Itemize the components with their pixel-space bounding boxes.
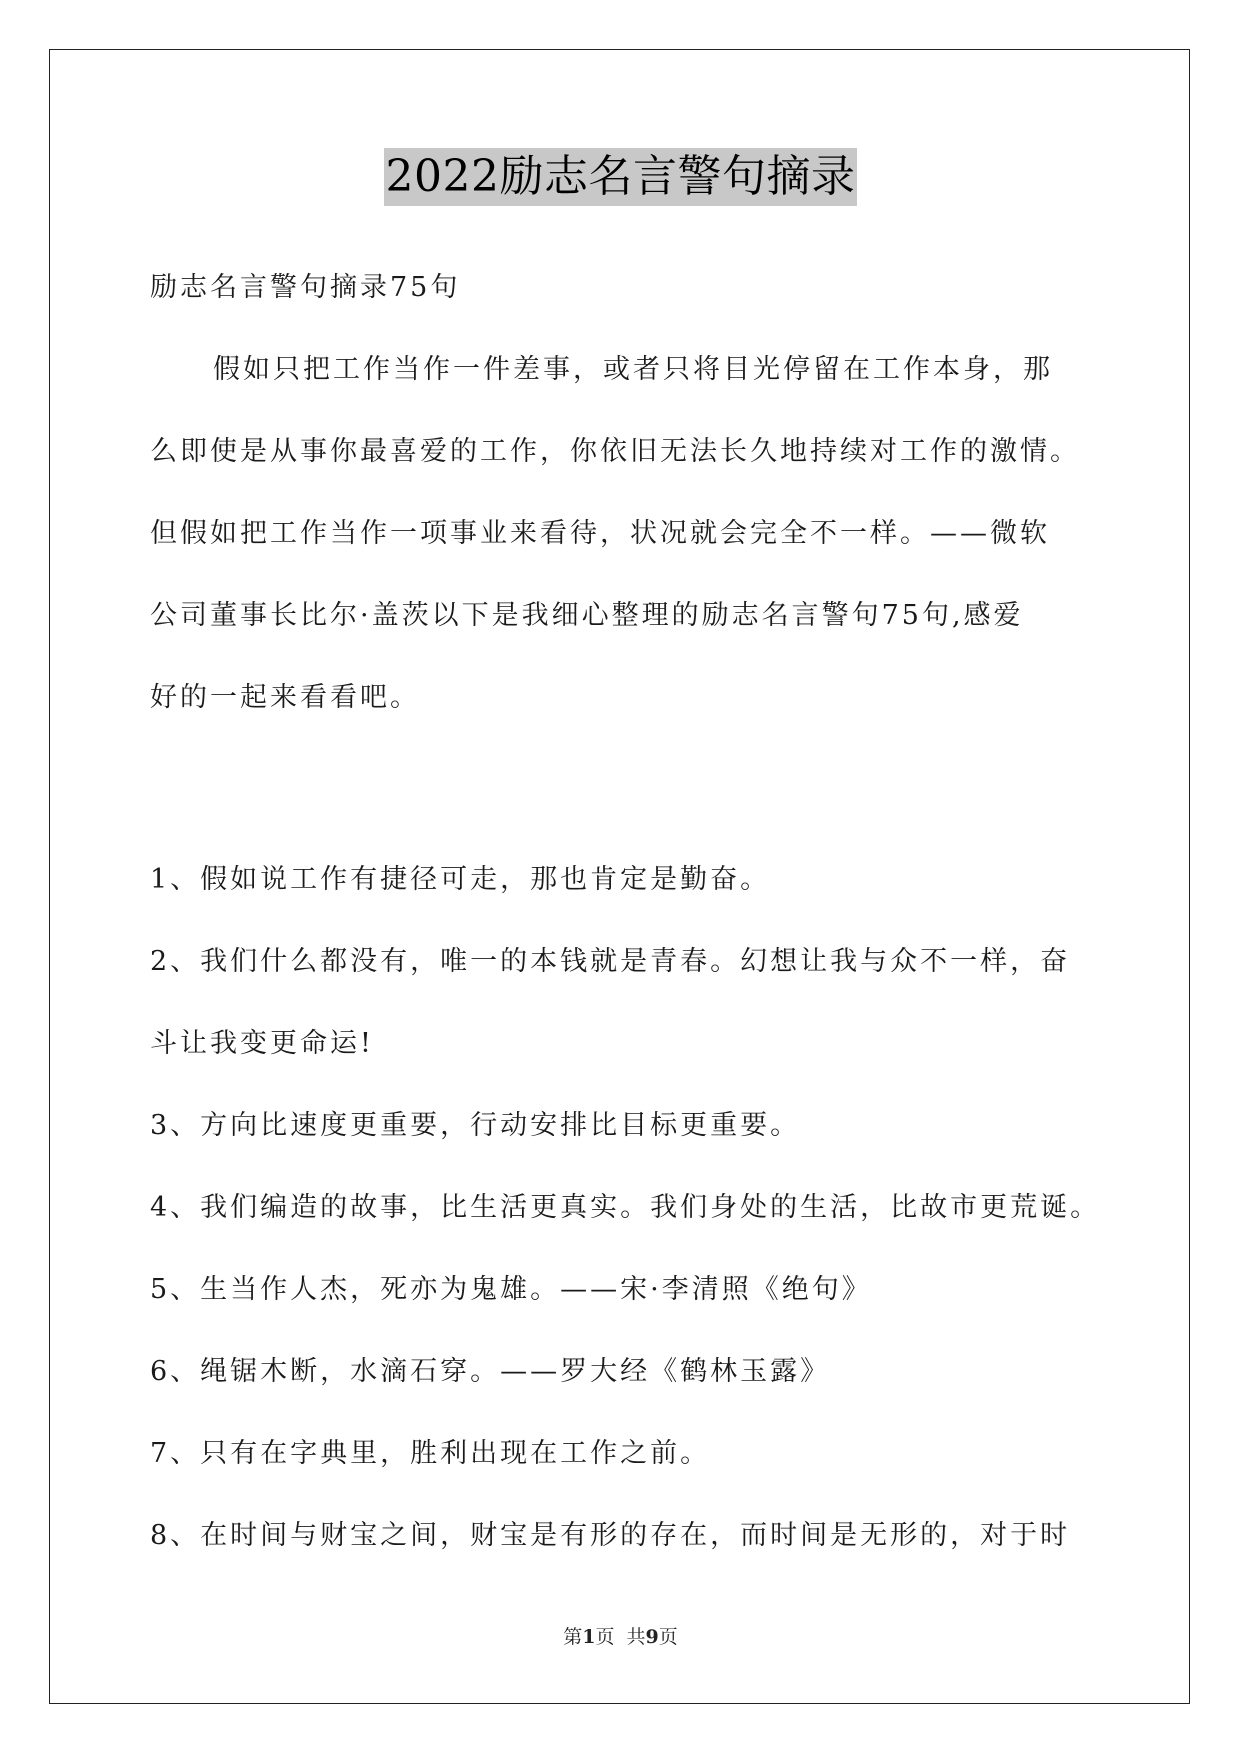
quote-line: 7、只有在字典里，胜利出现在工作之前。: [150, 1438, 711, 1469]
quote-line: 4、我们编造的故事，比生活更真实。我们身处的生活，比故市更荒诞。: [150, 1192, 1101, 1223]
intro-line: 么即使是从事你最喜爱的工作，你依旧无法长久地持续对工作的激情。: [150, 436, 1080, 467]
quote-line: 6、绳锯木断，水滴石穿。——罗大经《鹤林玉露》: [150, 1356, 831, 1387]
total-page-number: 9: [645, 1626, 659, 1648]
page-footer: [0, 1622, 1241, 1649]
quote-line: 斗让我变更命运!: [150, 1028, 374, 1059]
intro-line: 但假如把工作当作一项事业来看待，状况就会完全不一样。——微软: [150, 518, 1050, 549]
footer-suffix: 页: [658, 1626, 678, 1648]
quote-line: 2、我们什么都没有，唯一的本钱就是青春。幻想让我与众不一样，奋: [150, 946, 1071, 977]
intro-line: 好的一起来看看吧。: [150, 682, 420, 713]
footer-mid: 页 共: [595, 1626, 646, 1648]
quote-line: 8、在时间与财宝之间，财宝是有形的存在，而时间是无形的，对于时: [150, 1520, 1071, 1551]
current-page-number: 1: [582, 1626, 596, 1648]
title-container: [0, 148, 1241, 206]
document-title: 2022励志名言警句摘录: [384, 148, 858, 206]
document-body: [150, 258, 1101, 1588]
quote-line: 3、方向比速度更重要，行动安排比目标更重要。: [150, 1110, 801, 1141]
quote-line: 1、假如说工作有捷径可走，那也肯定是勤奋。: [150, 864, 771, 895]
subtitle: 励志名言警句摘录75句: [150, 272, 461, 303]
footer-prefix: 第: [563, 1626, 583, 1648]
intro-line: 假如只把工作当作一件差事，或者只将目光停留在工作本身，那: [213, 354, 1053, 385]
intro-line: 公司董事长比尔·盖茨以下是我细心整理的励志名言警句75句,感爱: [150, 600, 1024, 631]
quote-line: 5、生当作人杰，死亦为鬼雄。——宋·李清照《绝句》: [150, 1274, 872, 1305]
paragraph-gap: [150, 750, 1090, 850]
